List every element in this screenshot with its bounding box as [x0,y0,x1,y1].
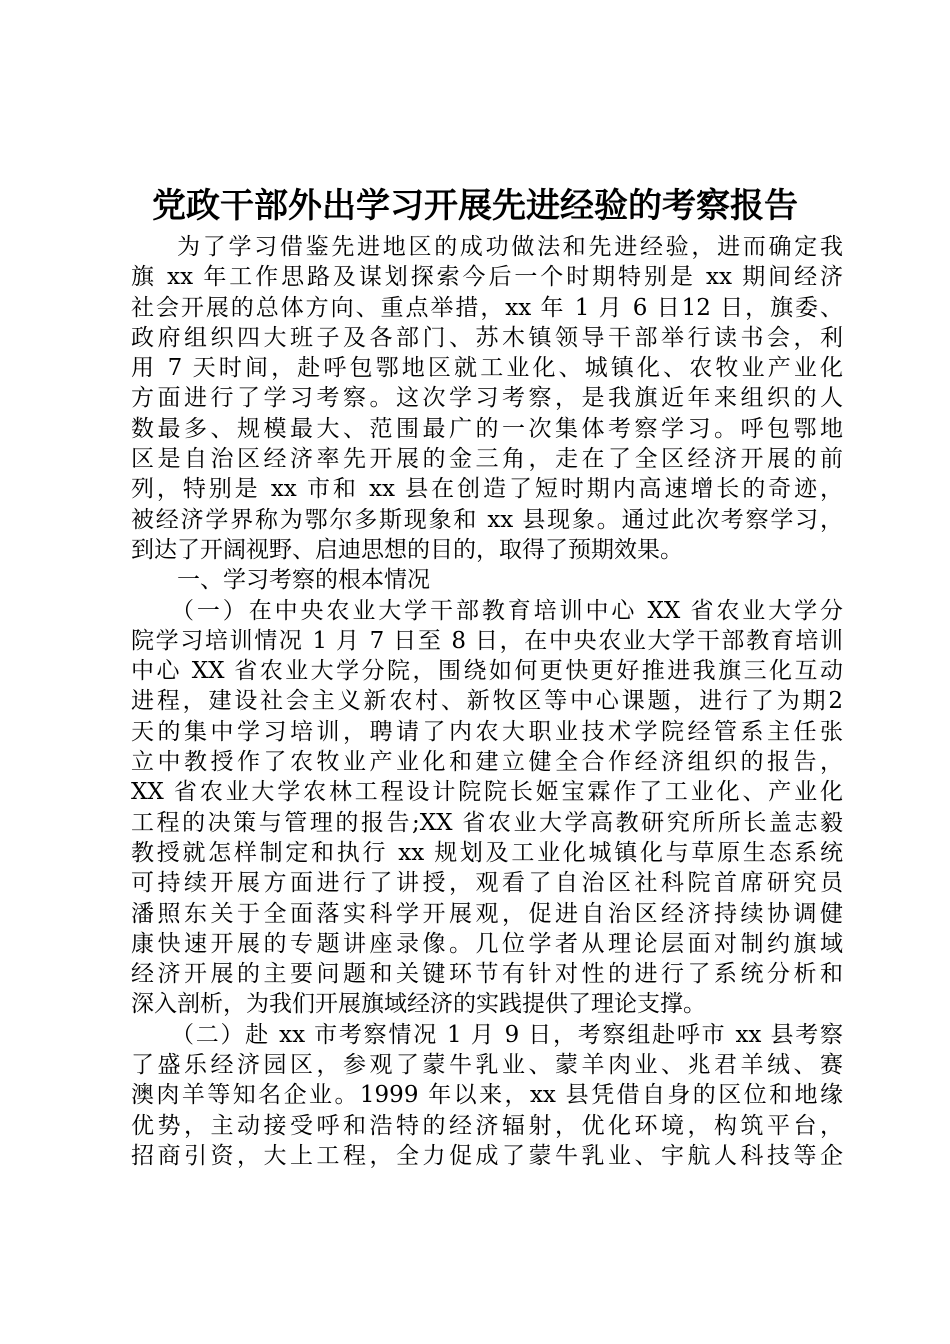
body-line: 旗 xx 年工作思路及谋划探索今后一个时期特别是 xx 期间经济 [131,264,843,291]
body-line: 区是自治区经济率先开展的金三角，走在了全区经济开展的前 [131,446,843,473]
body-line: 可持续开展方面进行了讲授，观看了自治区社科院首席研究员 [131,870,843,897]
body-line: 院学习培训情况 1 月 7 日至 8 日，在中央农业大学干部教育培训 [131,627,843,654]
body-line: 进程，建设社会主义新农村、新牧区等中心课题，进行了为期2 [131,688,843,715]
body-line: 潘照东关于全面落实科学开展观，促进自治区经济持续协调健 [131,900,843,927]
body-line: （二）赴 xx 市考察情况 1 月 9 日，考察组赴呼市 xx 县考察 [171,1021,843,1048]
section-heading: 一、学习考察的根本情况 [177,567,430,594]
body-line: 招商引资，大上工程，全力促成了蒙牛乳业、宇航人科技等企 [131,1142,843,1169]
document-title: 党政干部外出学习开展先进经验的考察报告 [152,186,798,226]
body-line: 优势，主动接受呼和浩特的经济辐射，优化环境，构筑平台， [131,1112,843,1139]
body-line: 政府组织四大班子及各部门、苏木镇领导干部举行读书会，利 [131,324,843,351]
body-line: 列，特别是 xx 市和 xx 县在创造了短时期内高速增长的奇迹， [131,476,843,503]
body-line: 康快速开展的专题讲座录像。几位学者从理论层面对制约旗域 [131,930,843,957]
document-body [131,232,843,1171]
body-line: 数最多、规模最大、范围最广的一次集体考察学习。呼包鄂地 [131,415,843,442]
body-line: 立中教授作了农牧业产业化和建立健全合作经济组织的报告， [131,749,843,776]
body-line: 澳肉羊等知名企业。1999 年以来，xx 县凭借自身的区位和地缘 [131,1082,843,1109]
body-line: 为了学习借鉴先进地区的成功做法和先进经验，进而确定我 [177,234,843,260]
body-line: 被经济学界称为鄂尔多斯现象和 xx 县现象。通过此次考察学习， [131,506,843,533]
body-line: 用 7 天时间，赴呼包鄂地区就工业化、城镇化、农牧业产业化 [131,355,843,382]
body-line: 天的集中学习培训，聘请了内农大职业技术学院经管系主任张 [131,718,843,745]
body-line: 经济开展的主要问题和关键环节有针对性的进行了系统分析和 [131,961,843,988]
body-line: 中心 XX 省农业大学分院，围绕如何更快更好推进我旗三化互动 [131,658,843,685]
body-line: （一）在中央农业大学干部教育培训中心 XX 省农业大学分 [171,597,843,624]
body-line: 深入剖析，为我们开展旗域经济的实践提供了理论支撑。 [131,991,706,1018]
body-line: 教授就怎样制定和执行 xx 规划及工业化城镇化与草原生态系统 [131,839,843,866]
body-line: 社会开展的总体方向、重点举措，xx 年 1 月 6 日12 日，旗委、 [131,294,843,321]
body-line: 到达了开阔视野、启迪思想的目的，取得了预期效果。 [131,536,683,563]
body-line: XX 省农业大学农林工程设计院院长姬宝霖作了工业化、产业化 [131,779,843,806]
body-line: 了盛乐经济园区，参观了蒙牛乳业、蒙羊肉业、兆君羊绒、赛 [131,1052,843,1079]
body-line: 工程的决策与管理的报告;XX 省农业大学高教研究所所长盖志毅 [131,809,843,836]
body-line: 方面进行了学习考察。这次学习考察，是我旗近年来组织的人 [131,385,843,412]
